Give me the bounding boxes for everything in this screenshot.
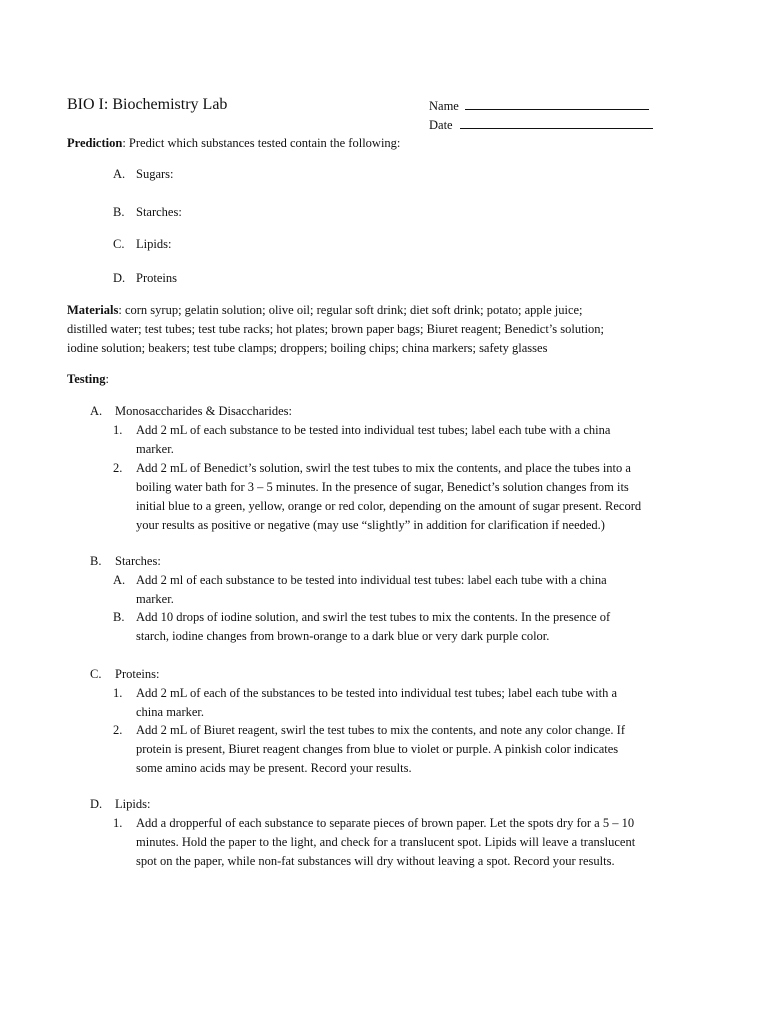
date-blank-line (460, 115, 653, 129)
date-label: Date (429, 118, 453, 132)
prediction-item-text: Proteins (136, 271, 177, 285)
prediction-text: : Predict which substances tested contain the following: (122, 136, 401, 150)
testing-section-lipids (90, 795, 150, 814)
prediction-item-letter: C. (113, 237, 125, 251)
step-number: 2. (113, 461, 123, 475)
name-field (429, 96, 649, 116)
section-title: Lipids: (115, 797, 151, 811)
step-text: Add 2 mL of Benedict’s solution, swirl the test tubes to mix the contents, and place the tubes into a boiling water bath for 3 – 5 minutes. In the presence of sugar, Benedict’s solution changes from its initial blue to a green, yellow, orange or red color, depending on the amount of sugar present. Record your results as positive or negative (may use “slightly” in addition for clarification if needed.) (136, 461, 642, 532)
prediction-item (113, 165, 174, 184)
step-text: Add 2 mL of Biuret reagent, swirl the test tubes to mix the contents, and note any color change. If protein is present, Biuret reagent changes from blue to violet or purple. A pinkish color indicates some amino acids may be present. Record your results. (136, 723, 625, 775)
prediction-item-letter: D. (113, 271, 126, 285)
testing-section-monosaccharides (90, 402, 292, 421)
prediction-item (113, 269, 177, 288)
materials-line: Materials: corn syrup; gelatin solution; olive oil; regular soft drink; diet soft drink; potato; apple juice; (67, 303, 583, 317)
section-title: Monosaccharides & Disaccharides: (115, 404, 293, 418)
prediction-item-letter: B. (113, 205, 125, 219)
step-text: Add 2 ml of each substance to be tested into individual test tubes: label each tube with a china marker. (136, 573, 607, 606)
prediction-item-letter: A. (113, 167, 126, 181)
prediction-item-text: Starches: (136, 205, 182, 219)
testing-heading: Testing: (67, 372, 109, 386)
section-letter: A. (90, 404, 103, 418)
name-label: Name (429, 99, 459, 113)
section-letter: C. (90, 667, 102, 681)
materials-line: distilled water; test tubes; test tube racks; hot plates; brown paper bags; Biuret reagent; Benedict’s solution; (67, 322, 605, 336)
step-number: A. (113, 573, 126, 587)
step-number: 2. (113, 723, 123, 737)
testing-section-starches (90, 552, 161, 571)
prediction-item (113, 203, 182, 222)
step-number: B. (113, 610, 125, 624)
materials-paragraph (67, 301, 707, 358)
prediction-line (67, 134, 400, 153)
materials-label: Materials (67, 303, 119, 317)
step-number: 1. (113, 816, 123, 830)
name-blank-line (465, 96, 649, 110)
section-title: Starches: (115, 554, 161, 568)
testing-section-proteins (90, 665, 159, 684)
step-text: Add 10 drops of iodine solution, and swirl the test tubes to mix the contents. In the presence of starch, iodine changes from brown-orange to a dark blue or very dark purple color. (136, 610, 611, 643)
step-text: Add 2 mL of each substance to be tested into individual test tubes; label each tube with a china marker. (136, 423, 611, 456)
prediction-item-text: Lipids: (136, 237, 172, 251)
prediction-item (113, 235, 171, 254)
section-title: Proteins: (115, 667, 160, 681)
section-letter: D. (90, 797, 103, 811)
section-letter: B. (90, 554, 102, 568)
step-text: Add 2 mL of each of the substances to be tested into individual test tubes; label each tube with a china marker. (136, 686, 618, 719)
prediction-label: Prediction (67, 136, 123, 150)
step-number: 1. (113, 423, 123, 437)
step-number: 1. (113, 686, 123, 700)
testing-label: Testing (67, 372, 106, 386)
materials-line: iodine solution; beakers; test tube clamps; droppers; boiling chips; china markers; safety glasses (67, 341, 548, 355)
date-field (429, 115, 653, 135)
page-title: BIO I: Biochemistry Lab (67, 96, 228, 113)
step-text: Add a dropperful of each substance to separate pieces of brown paper. Let the spots dry for a 5 – 10 minutes. Hold the paper to the light, and check for a translucent spot. Lipids will leave a translucent spot on the paper, while non-fat substances will dry without leaving a spot. Record your results. (136, 816, 636, 868)
prediction-item-text: Sugars: (136, 167, 174, 181)
